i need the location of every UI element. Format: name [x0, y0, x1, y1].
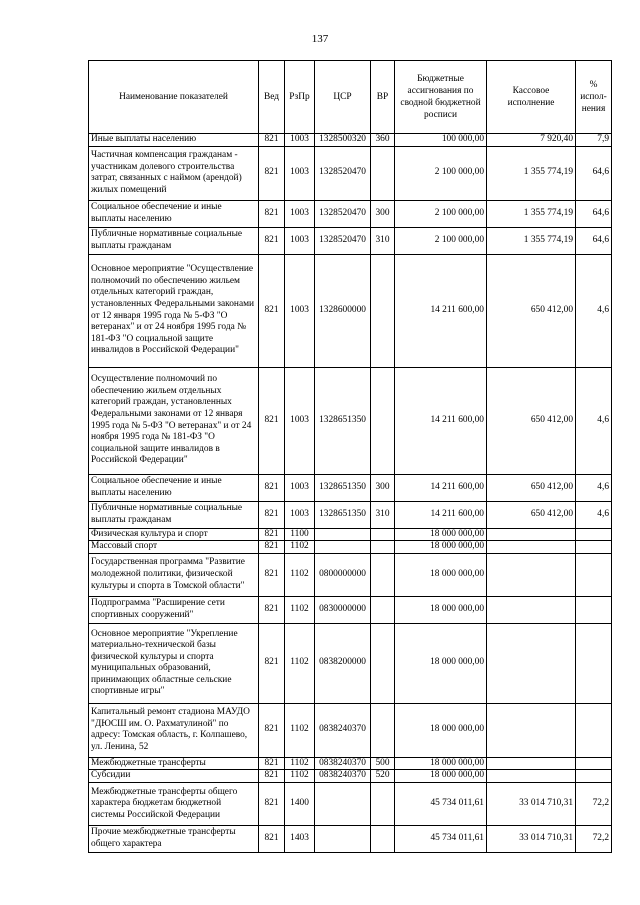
cell-percent [576, 596, 612, 623]
cell-cash: 650 412,00 [487, 367, 576, 474]
cell-rzpr: 1102 [285, 770, 315, 783]
cell-assignments: 14 211 600,00 [395, 367, 487, 474]
cell-cash: 33 014 710,31 [487, 782, 576, 825]
cell-cash [487, 553, 576, 596]
cell-percent [576, 703, 612, 757]
cell-ved: 821 [259, 623, 285, 703]
cell-percent [576, 528, 612, 541]
cell-assignments: 18 000 000,00 [395, 553, 487, 596]
cell-assignments: 2 100 000,00 [395, 146, 487, 200]
cell-ved: 821 [259, 474, 285, 501]
cell-rzpr: 1003 [285, 254, 315, 367]
header-name: Наименование показателей [89, 61, 259, 134]
cell-rzpr: 1403 [285, 825, 315, 852]
cell-csr: 0838200000 [315, 623, 371, 703]
cell-vr [371, 782, 395, 825]
cell-name: Межбюджетные трансферты общего характера бюджетам бюджетной системы Российской Федерации [89, 782, 259, 825]
cell-name: Подпрограмма "Расширение сети спортивных сооружений" [89, 596, 259, 623]
cell-cash: 650 412,00 [487, 254, 576, 367]
cell-csr: 1328651350 [315, 501, 371, 528]
table-body [89, 134, 612, 853]
cell-cash: 650 412,00 [487, 474, 576, 501]
cell-percent [576, 623, 612, 703]
header-csr: ЦСР [315, 61, 371, 134]
table-row [89, 553, 612, 596]
cell-ved: 821 [259, 528, 285, 541]
cell-vr [371, 541, 395, 554]
cell-name: Публичные нормативные социальные выплаты гражданам [89, 501, 259, 528]
cell-csr: 0838240370 [315, 757, 371, 770]
cell-vr: 310 [371, 501, 395, 528]
cell-vr [371, 596, 395, 623]
cell-ved: 821 [259, 553, 285, 596]
cell-rzpr: 1400 [285, 782, 315, 825]
cell-ved: 821 [259, 146, 285, 200]
cell-vr [371, 703, 395, 757]
cell-ved: 821 [259, 596, 285, 623]
cell-assignments: 18 000 000,00 [395, 757, 487, 770]
cell-ved: 821 [259, 501, 285, 528]
cell-name: Государственная программа "Развитие молодежной политики, физической культуры и спорта в Томской области" [89, 553, 259, 596]
cell-name: Массовый спорт [89, 541, 259, 554]
cell-csr: 0838240370 [315, 703, 371, 757]
cell-assignments: 18 000 000,00 [395, 528, 487, 541]
cell-rzpr: 1100 [285, 528, 315, 541]
cell-rzpr: 1003 [285, 227, 315, 254]
cell-rzpr: 1003 [285, 501, 315, 528]
cell-ved: 821 [259, 227, 285, 254]
table-row [89, 501, 612, 528]
cell-percent [576, 757, 612, 770]
cell-rzpr: 1102 [285, 596, 315, 623]
cell-name: Частичная компенсация гражданам - участникам долевого строительства затрат, связанных с наймом (арендой) жилых помещений [89, 146, 259, 200]
cell-vr: 300 [371, 200, 395, 227]
header-ved: Вед [259, 61, 285, 134]
cell-cash [487, 596, 576, 623]
cell-csr: 1328520470 [315, 200, 371, 227]
cell-vr [371, 146, 395, 200]
table-row [89, 770, 612, 783]
cell-assignments: 45 734 011,61 [395, 782, 487, 825]
cell-assignments: 18 000 000,00 [395, 703, 487, 757]
cell-assignments: 18 000 000,00 [395, 770, 487, 783]
cell-vr: 360 [371, 134, 395, 147]
header-rzpr: РзПр [285, 61, 315, 134]
cell-vr: 300 [371, 474, 395, 501]
table-row [89, 703, 612, 757]
table-header-row [89, 61, 612, 134]
table-row [89, 757, 612, 770]
page-number: 137 [311, 33, 329, 45]
cell-percent [576, 553, 612, 596]
cell-ved: 821 [259, 134, 285, 147]
cell-assignments: 18 000 000,00 [395, 541, 487, 554]
cell-percent: 7,9 [576, 134, 612, 147]
cell-rzpr: 1003 [285, 146, 315, 200]
cell-cash: 650 412,00 [487, 501, 576, 528]
table-row [89, 541, 612, 554]
cell-rzpr: 1003 [285, 200, 315, 227]
cell-cash [487, 757, 576, 770]
cell-percent: 4,6 [576, 367, 612, 474]
cell-percent [576, 770, 612, 783]
cell-assignments: 2 100 000,00 [395, 200, 487, 227]
cell-cash [487, 703, 576, 757]
header-percent: % испол-нения [576, 61, 612, 134]
cell-csr: 0830000000 [315, 596, 371, 623]
cell-name: Капитальный ремонт стадиона МАУДО "ДЮСШ им. О. Рахматулиной" по адресу: Томская область, г. Колпашево, ул. Ленина, 52 [89, 703, 259, 757]
cell-csr: 1328520470 [315, 227, 371, 254]
cell-vr: 500 [371, 757, 395, 770]
cell-rzpr: 1102 [285, 553, 315, 596]
cell-ved: 821 [259, 782, 285, 825]
cell-percent: 64,6 [576, 227, 612, 254]
cell-csr: 1328520470 [315, 146, 371, 200]
cell-assignments: 45 734 011,61 [395, 825, 487, 852]
cell-percent: 72,2 [576, 825, 612, 852]
cell-percent [576, 541, 612, 554]
cell-percent: 64,6 [576, 146, 612, 200]
cell-percent: 4,6 [576, 501, 612, 528]
table-row [89, 134, 612, 147]
table-row [89, 596, 612, 623]
cell-assignments: 100 000,00 [395, 134, 487, 147]
cell-csr: 1328651350 [315, 474, 371, 501]
cell-cash: 7 920,40 [487, 134, 576, 147]
cell-cash [487, 541, 576, 554]
cell-csr: 1328651350 [315, 367, 371, 474]
cell-assignments: 2 100 000,00 [395, 227, 487, 254]
table-row [89, 254, 612, 367]
cell-vr [371, 623, 395, 703]
table-row [89, 200, 612, 227]
cell-cash: 1 355 774,19 [487, 200, 576, 227]
cell-name: Межбюджетные трансферты [89, 757, 259, 770]
cell-vr [371, 254, 395, 367]
cell-csr [315, 541, 371, 554]
cell-name: Основное мероприятие "Осуществление полномочий по обеспечению жильем отдельных категорий граждан, установленных Федеральными законами от 12 января 1995 года № 5-ФЗ "О ветеранах" и от 24 ноября 1995 года № 181-ФЗ "О социальной защите инвалидов в Российской Федерации" [89, 254, 259, 367]
cell-vr: 310 [371, 227, 395, 254]
cell-vr: 520 [371, 770, 395, 783]
cell-ved: 821 [259, 541, 285, 554]
header-assignments: Бюджетные ассигнования по сводной бюджетной росписи [395, 61, 487, 134]
cell-rzpr: 1003 [285, 367, 315, 474]
cell-csr [315, 825, 371, 852]
cell-cash: 33 014 710,31 [487, 825, 576, 852]
cell-rzpr: 1102 [285, 541, 315, 554]
table-row [89, 367, 612, 474]
cell-ved: 821 [259, 200, 285, 227]
cell-ved: 821 [259, 254, 285, 367]
cell-vr [371, 553, 395, 596]
cell-vr [371, 825, 395, 852]
cell-cash [487, 528, 576, 541]
cell-name: Субсидии [89, 770, 259, 783]
cell-cash: 1 355 774,19 [487, 227, 576, 254]
cell-name: Физическая культура и спорт [89, 528, 259, 541]
cell-percent: 4,6 [576, 474, 612, 501]
table-row [89, 146, 612, 200]
cell-percent: 64,6 [576, 200, 612, 227]
table-row [89, 474, 612, 501]
cell-ved: 821 [259, 770, 285, 783]
cell-name: Осуществление полномочий по обеспечению жильем отдельных категорий граждан, установленных Федеральными законами от 12 января 1995 года № 5-ФЗ "О ветеранах" и от 24 ноября 1995 года № 181-ФЗ "О социальной защите инвалидов в Российской Федерации" [89, 367, 259, 474]
table-row [89, 782, 612, 825]
cell-assignments: 18 000 000,00 [395, 596, 487, 623]
table-row [89, 623, 612, 703]
cell-rzpr: 1003 [285, 134, 315, 147]
cell-cash [487, 770, 576, 783]
cell-ved: 821 [259, 757, 285, 770]
cell-csr: 1328500320 [315, 134, 371, 147]
cell-percent: 4,6 [576, 254, 612, 367]
cell-rzpr: 1003 [285, 474, 315, 501]
cell-csr: 1328600000 [315, 254, 371, 367]
cell-name: Социальное обеспечение и иные выплаты населению [89, 200, 259, 227]
cell-name: Публичные нормативные социальные выплаты гражданам [89, 227, 259, 254]
cell-rzpr: 1102 [285, 757, 315, 770]
cell-cash: 1 355 774,19 [487, 146, 576, 200]
cell-assignments: 14 211 600,00 [395, 501, 487, 528]
cell-ved: 821 [259, 825, 285, 852]
cell-assignments: 14 211 600,00 [395, 254, 487, 367]
cell-ved: 821 [259, 367, 285, 474]
cell-rzpr: 1102 [285, 623, 315, 703]
cell-assignments: 14 211 600,00 [395, 474, 487, 501]
cell-vr [371, 528, 395, 541]
cell-assignments: 18 000 000,00 [395, 623, 487, 703]
cell-csr: 0800000000 [315, 553, 371, 596]
header-cash: Кассовое исполнение [487, 61, 576, 134]
cell-ved: 821 [259, 703, 285, 757]
cell-name: Иные выплаты населению [89, 134, 259, 147]
cell-vr [371, 367, 395, 474]
cell-cash [487, 623, 576, 703]
table-row [89, 227, 612, 254]
cell-csr [315, 528, 371, 541]
table-row [89, 825, 612, 852]
budget-table [88, 60, 612, 853]
table-row [89, 528, 612, 541]
header-vr: ВР [371, 61, 395, 134]
cell-percent: 72,2 [576, 782, 612, 825]
cell-csr [315, 782, 371, 825]
cell-name: Социальное обеспечение и иные выплаты населению [89, 474, 259, 501]
cell-name: Основное мероприятие "Укрепление материально-технической базы физической культуры и спорта муниципальных образований, принимающих областные сельские спортивные игры" [89, 623, 259, 703]
cell-csr: 0838240370 [315, 770, 371, 783]
cell-rzpr: 1102 [285, 703, 315, 757]
cell-name: Прочие межбюджетные трансферты общего характера [89, 825, 259, 852]
